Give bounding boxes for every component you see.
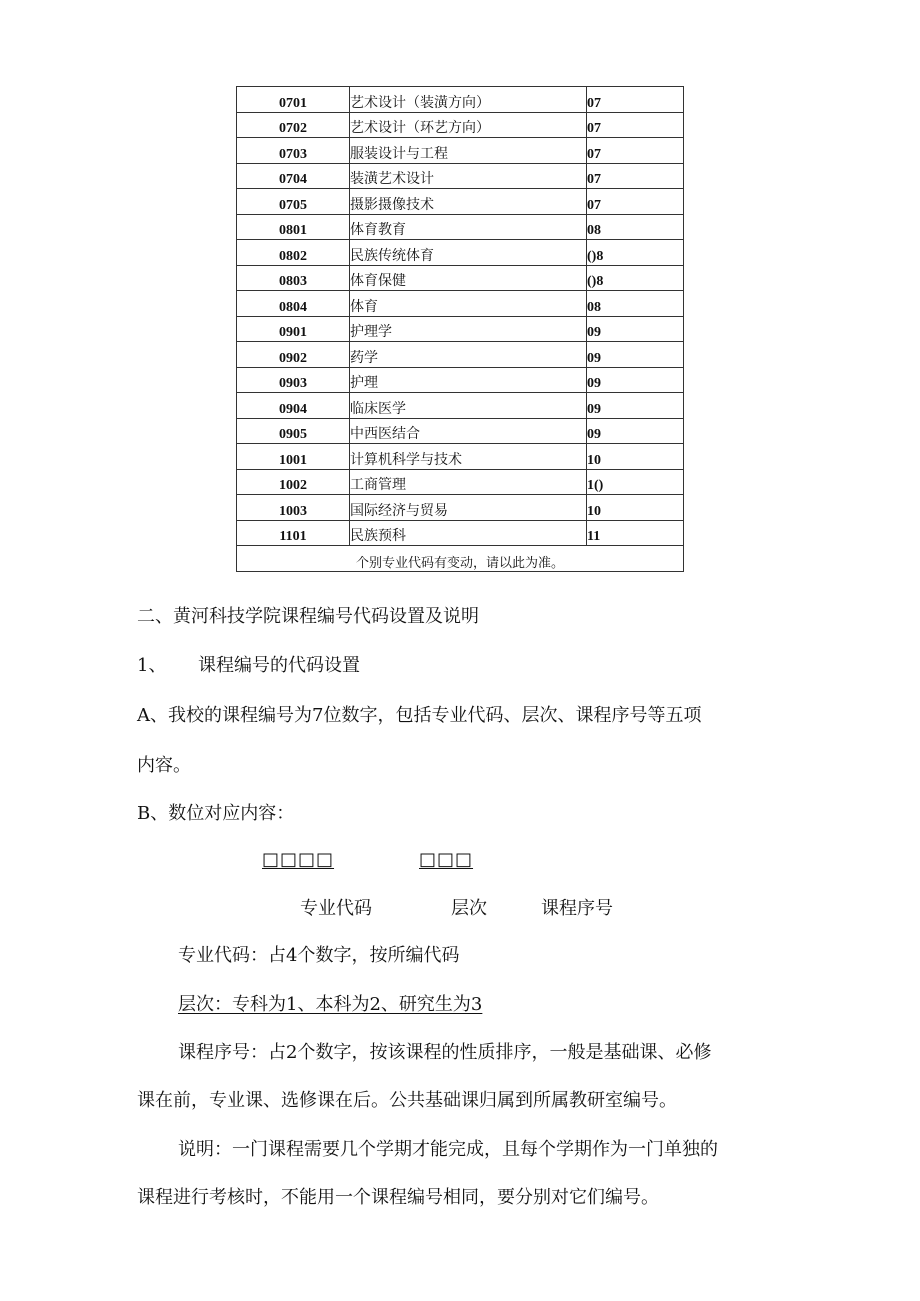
level-code-cell: 08 — [587, 291, 684, 317]
label-course-seq: 课程序号 — [541, 898, 613, 919]
table-row — [237, 214, 684, 240]
level-code-cell: 07 — [587, 87, 684, 113]
level-code-cell: 07 — [587, 112, 684, 138]
major-code-cell: 0904 — [237, 393, 350, 419]
major-code-cell: 1002 — [237, 469, 350, 495]
table-row — [237, 189, 684, 215]
digit-boxes-right: □□□ — [419, 849, 474, 870]
table-row — [237, 520, 684, 546]
major-name-cell: 艺术设计（环艺方向） — [350, 112, 587, 138]
major-code-table — [236, 86, 684, 572]
label-level: 层次 — [451, 898, 487, 919]
major-code-cell: 0804 — [237, 291, 350, 317]
major-code-cell: 0803 — [237, 265, 350, 291]
major-code-cell: 0705 — [237, 189, 350, 215]
major-name-cell: 药学 — [350, 342, 587, 368]
major-name-cell: 民族预科 — [350, 520, 587, 546]
table-row — [237, 444, 684, 470]
level-code-cell: 10 — [587, 444, 684, 470]
table-note: 个别专业代码有变动，请以此为准。 — [237, 546, 684, 572]
major-code-cell: 0703 — [237, 138, 350, 164]
major-name-cell: 中西医结合 — [350, 418, 587, 444]
major-code-cell: 0801 — [237, 214, 350, 240]
table-note-row — [237, 546, 684, 572]
table-row — [237, 138, 684, 164]
major-code-cell: 0901 — [237, 316, 350, 342]
table-row — [237, 495, 684, 521]
table-row — [237, 291, 684, 317]
section-heading: 二、黄河科技学院课程编号代码设置及说明 — [137, 606, 479, 627]
paragraph-b: B、数位对应内容： — [137, 803, 295, 824]
level-code-cell: 07 — [587, 189, 684, 215]
major-code-cell: 1101 — [237, 520, 350, 546]
major-name-cell: 体育保健 — [350, 265, 587, 291]
major-code-cell: 0802 — [237, 240, 350, 266]
level-code-cell: ()8 — [587, 240, 684, 266]
table-row — [237, 393, 684, 419]
major-name-cell: 民族传统体育 — [350, 240, 587, 266]
paragraph-a-line1: A、我校的课程编号为7位数字，包括专业代码、层次、课程序号等五项 — [137, 705, 702, 726]
major-name-cell: 体育 — [350, 291, 587, 317]
major-code-cell: 1003 — [237, 495, 350, 521]
major-name-cell: 计算机科学与技术 — [350, 444, 587, 470]
major-code-cell: 0704 — [237, 163, 350, 189]
major-name-cell: 国际经济与贸易 — [350, 495, 587, 521]
level-code-cell: 07 — [587, 163, 684, 189]
table-row — [237, 265, 684, 291]
major-code-cell: 1001 — [237, 444, 350, 470]
major-name-cell: 临床医学 — [350, 393, 587, 419]
major-name-cell: 服装设计与工程 — [350, 138, 587, 164]
level-desc: 层次：专科为1、本科为2、研究生为3 — [178, 994, 483, 1015]
major-name-cell: 护理 — [350, 367, 587, 393]
course-seq-desc-line1: 课程序号：占2个数字，按该课程的性质排序，一般是基础课、必修 — [178, 1042, 712, 1063]
table-row — [237, 342, 684, 368]
table-row — [237, 112, 684, 138]
level-code-cell: 08 — [587, 214, 684, 240]
digit-boxes-spacer — [336, 848, 418, 872]
note-line2: 课程进行考核时，不能用一个课程编号相同，要分别对它们编号。 — [137, 1187, 659, 1208]
major-name-cell: 护理学 — [350, 316, 587, 342]
major-code-cell: 0903 — [237, 367, 350, 393]
major-name-cell: 体育教育 — [350, 214, 587, 240]
table-row — [237, 87, 684, 113]
table-row — [237, 316, 684, 342]
level-code-cell: 09 — [587, 342, 684, 368]
paragraph-a-line2: 内容。 — [137, 755, 191, 776]
major-code-cell: 0902 — [237, 342, 350, 368]
subsection-number: 1、 — [137, 655, 167, 676]
major-name-cell: 装潢艺术设计 — [350, 163, 587, 189]
major-name-cell: 工商管理 — [350, 469, 587, 495]
note-line1: 说明：一门课程需要几个学期才能完成，且每个学期作为一门单独的 — [178, 1139, 718, 1160]
major-code-cell: 0702 — [237, 112, 350, 138]
subsection-title: 课程编号的代码设置 — [198, 655, 360, 676]
level-code-cell: 09 — [587, 418, 684, 444]
digit-boxes-left: □□□□ — [262, 849, 335, 870]
level-code-cell: 09 — [587, 393, 684, 419]
major-code-cell: 0701 — [237, 87, 350, 113]
table-row — [237, 418, 684, 444]
level-code-cell: 11 — [587, 520, 684, 546]
level-code-cell: 09 — [587, 316, 684, 342]
major-code-desc: 专业代码：占4个数字，按所编代码 — [178, 945, 460, 966]
major-name-cell: 艺术设计（装潢方向） — [350, 87, 587, 113]
table-row — [237, 469, 684, 495]
table-row — [237, 367, 684, 393]
course-seq-desc-line2: 课在前，专业课、选修课在后。公共基础课归属到所属教研室编号。 — [137, 1090, 677, 1111]
level-code-cell: 09 — [587, 367, 684, 393]
level-code-cell: 10 — [587, 495, 684, 521]
level-code-cell: 07 — [587, 138, 684, 164]
major-code-cell: 0905 — [237, 418, 350, 444]
level-code-cell: ()8 — [587, 265, 684, 291]
major-name-cell: 摄影摄像技术 — [350, 189, 587, 215]
table-row — [237, 240, 684, 266]
level-code-cell: 1() — [587, 469, 684, 495]
table-row — [237, 163, 684, 189]
label-major-code: 专业代码 — [300, 898, 372, 919]
